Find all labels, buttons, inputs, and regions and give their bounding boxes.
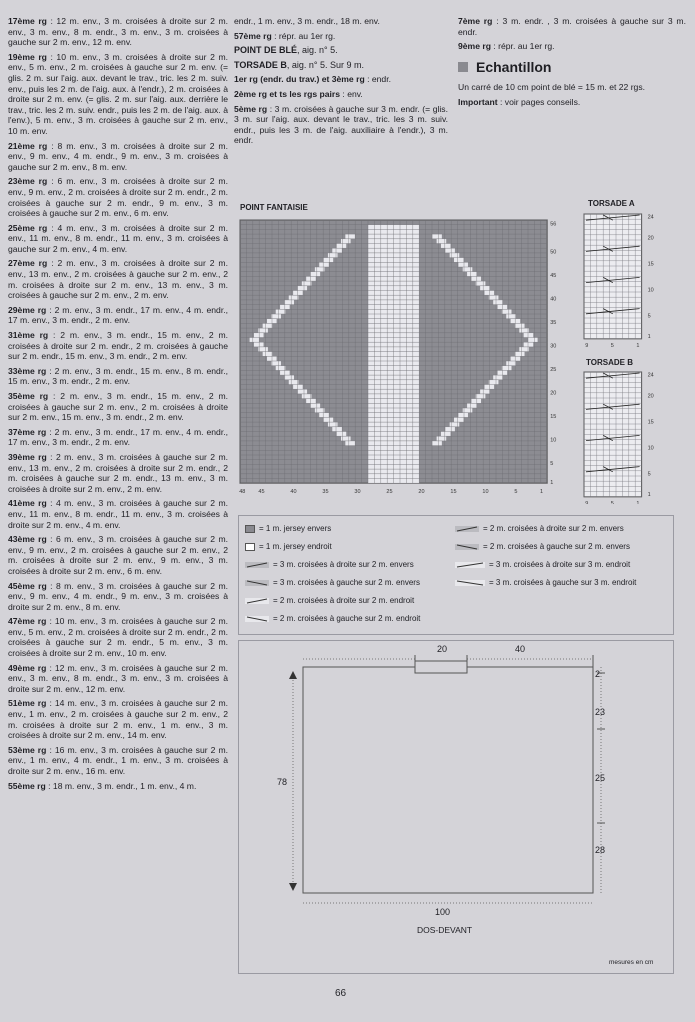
row-instruction: 19ème rg : 10 m. env., 3 m. croisées à droite sur 2 m. env., 5 m. env., 2 m. croisées à gauche sur 2 m. env. (= glis. 2 m. sur l'aig. aux. devant le trav., tric. les 2 m. suiv. env., puis les 2 m. de l'aig. aux. à l'endr.), 2 m. croisées à droite sur 2 m. env. (= glis. 2 m. sur l'aig. aux. derrière le trav., tric. les 2 m. suiv. endr., puis les 2 m. de l'aig. aux. à l'env.), 5 m. env., 3 m. croisées à gauche sur 2 m. env., 10 m. env. [8,51,228,136]
cross-right-icon [245,597,269,605]
light-cell [345,234,355,239]
light-cell [319,413,329,418]
cross-left-icon [245,615,269,623]
echantillon-text: Un carré de 10 cm point de blé = 15 m. et 22 rgs. [458,82,646,93]
light-cell [337,432,347,437]
row-instruction: 27ème rg : 2 m. env., 3 m. croisées à droite sur 2 m. env., 13 m. env., 2 m. croisées à gauche sur 2 m. env., 2 m. croisées à droite sur 2 m. env., 13 m. env., 3 m. croisées à gauche sur 2 m. env., 2 m. env. [8,258,228,301]
arrow-up-icon [289,671,297,679]
pf-col-tick: 20 [418,489,425,496]
pf-row-tick: 50 [550,249,557,256]
row-tick: 15 [647,261,654,268]
light-cell [471,276,481,281]
pf-col-tick: 25 [386,489,393,496]
col-tick: 9 [585,500,589,504]
row-instruction: 45ème rg : 8 m. env., 3 m. croisées à gauche sur 2 m. env., 9 m. env., 4 m. endr., 9 m. env., 3 m. croisées à droite sur 2 m. env., 8 m. env. [8,580,228,612]
torsade-row-9: 9ème rg : répr. au 1er rg. [458,41,555,52]
page-number: 66 [335,988,347,999]
pf-row-tick: 25 [550,367,557,374]
row-instruction: 25ème rg : 4 m. env., 3 m. croisées à droite sur 2 m. env., 11 m. env., 8 m. endr., 11 m. env., 3 m. croisées à gauche sur 2 m. env., 4 m. env. [8,222,228,254]
pf-col-tick: 48 [239,489,246,496]
light-cell [467,403,477,408]
cross-right-icon [455,525,479,533]
light-cell [524,333,534,338]
instructions-column-1 [8,16,228,795]
row-instruction: 33ème rg : 2 m. env., 3 m. endr., 15 m. env., 8 m. endr., 15 m. env., 3 m. endr., 2 m. env. [8,365,228,387]
legend-3-left-envers: = 3 m. croisées à gauche sur 2 m. envers [245,578,420,587]
instructions-column-2 [234,16,448,150]
legend-jersey-envers: = 1 m. jersey envers [245,524,331,533]
light-cell [297,286,307,291]
light-cell [432,441,442,446]
col-tick: 9 [585,342,589,349]
pf-row-tick: 1 [550,479,554,486]
light-cell [458,413,468,418]
pf-row-tick: 45 [550,273,557,280]
legend-jersey-endroit: = 1 m. jersey endroit [245,542,332,551]
light-cell [293,291,303,296]
light-cell [454,258,464,263]
row-55-continuation: endr., 1 m. env., 3 m. endr., 18 m. env. [234,16,380,26]
row-tick: 5 [647,313,651,320]
row-57: 57ème rg : répr. au 1er rg. [234,30,336,41]
light-cell [489,295,499,300]
legend-2-left-envers: = 2 m. croisées à gauche sur 2 m. envers [455,542,630,551]
light-cell [484,385,494,390]
pf-col-tick: 5 [514,489,518,496]
light-cell [284,300,294,305]
light-cell [467,272,477,277]
light-cell [311,272,321,277]
dim-width-100: 100 [435,907,451,917]
pf-col-tick: 15 [450,489,457,496]
light-cell [480,286,490,291]
light-cell [445,427,455,432]
light-cell [458,262,468,267]
row-instruction: 41ème rg : 4 m. env., 3 m. croisées à gauche sur 2 m. env., 11 m. env., 8 m. endr., 11 m. env., 3 m. croisées à droite sur 2 m. env., 4 m. env. [8,498,228,530]
point-fantaisie-title: POINT FANTAISIE [240,203,308,212]
schema-units: mesures en cm [609,959,654,966]
light-cell [293,385,303,390]
light-cell [502,366,512,371]
light-cell [515,323,525,328]
light-cell [345,441,355,446]
light-cell [515,352,525,357]
filled-square-icon [245,525,255,533]
light-cell [250,338,260,343]
point-ble-heading: POINT DE BLÉ, aig. n° 5. [234,45,338,56]
light-cell [476,394,486,399]
row-instruction: 29ème rg : 2 m. env., 3 m. endr., 17 m. env., 4 m. endr., 17 m. env., 3 m. endr., 2 m. env. [8,304,228,326]
pf-row-tick: 20 [550,390,557,397]
cross-right-icon [455,561,485,569]
light-cell [337,244,347,249]
col-tick: 1 [636,342,640,349]
pf-row-tick: 15 [550,414,557,421]
light-cell [311,403,321,408]
row-instruction: 49ème rg : 12 m. env., 3 m. croisées à gauche sur 2 m. env., 3 m. env., 8 m. endr., 3 m. env., 3 m. croisées à droite sur 2 m. env., 12 m. env. [8,662,228,694]
light-cell [297,389,307,394]
light-cell [454,417,464,422]
pf-col-tick: 45 [258,489,265,496]
light-cell [332,427,342,432]
pf-row-tick: 40 [550,296,557,303]
light-cell [263,323,273,328]
cross-right-icon [245,561,269,569]
light-cell [302,281,312,286]
dim-height-78: 78 [277,777,288,787]
light-cell [306,276,316,281]
schema-drawing [239,641,673,973]
light-cell [524,342,534,347]
light-cell [476,281,486,286]
torsade-b-heading: TORSADE B, aig. n° 5. Sur 9 m. [234,59,364,70]
row-instruction: 43ème rg : 6 m. env., 3 m. croisées à gauche sur 2 m. env., 9 m. env., 2 m. croisées à gauche sur 2 m. env., 2 m. croisées à droite sur 2 m. env., 9 m. env., 3 m. croisées à droite sur 2 m. env., 6 m. env. [8,534,228,576]
light-cell [302,394,312,399]
garment-schema [238,640,674,974]
legend-2-right-endroit: = 2 m. croisées à droite sur 2 m. endroit [245,596,414,605]
col-tick: 5 [610,342,614,349]
light-cell [324,417,334,422]
pf-row-tick: 30 [550,343,557,350]
light-cell [276,366,286,371]
row-tick: 24 [647,214,654,221]
pf-col-tick: 1 [540,489,544,496]
torsade-a-chart [582,210,672,352]
col-tick: 5 [610,500,614,504]
row-tick: 24 [647,372,654,379]
light-cell [432,234,442,239]
dim-25: 25 [595,773,606,783]
cross-left-icon [455,543,479,551]
row-instruction: 53ème rg : 16 m. env., 3 m. croisées à gauche sur 2 m. env., 1 m. env., 4 m. endr., 1 m. env., 3 m. croisées à droite sur 2 m. env., 16 m. env. [8,744,228,776]
light-cell [263,352,273,357]
row-instruction: 39ème rg : 2 m. env., 3 m. croisées à gauche sur 2 m. env., 13 m. env., 2 m. croisées à droite sur 2 m. endr., 2 m. croisées à gauche sur 2 m. endr., 13 m. env., 3 m. croisées à droite sur 2 m. env., 2 m. env. [8,451,228,494]
light-cell [493,300,503,305]
row-tick: 1 [647,492,651,499]
light-cell [445,248,455,253]
dim-2: 2 [595,669,601,679]
light-cell [319,262,329,267]
empty-square-icon [245,543,255,551]
square-bullet-icon [458,62,468,72]
torsade-b-chart [582,368,672,504]
legend-3-left-endroit: = 3 m. croisées à gauche sur 3 m. endroit [455,578,636,587]
light-cell [489,380,499,385]
light-cell [506,314,516,319]
legend-2-right-envers: = 2 m. croisées à droite sur 2 m. envers [455,524,624,533]
torsade-row-7: 7ème rg : 3 m. endr. , 3 m. croisées à gauche sur 3 m. endr. [458,16,686,37]
row-tick: 20 [647,235,654,242]
light-cell [332,248,342,253]
row-tick: 15 [647,419,654,426]
row-instruction: 47ème rg : 10 m. env., 3 m. croisées à gauche sur 2 m. env., 5 m. env., 2 m. croisées à droite sur 2 m. endr., 2 m. croisées à gauche sur 2 m. endr., 5 m. env., 3 m. croisées à droite sur 2 m. env., 10 m. env. [8,616,228,659]
light-cell [306,399,316,404]
row-tick: 5 [647,471,651,478]
col-tick: 1 [636,500,640,504]
light-cell [506,361,516,366]
light-cell [493,375,503,380]
row-instruction: 23ème rg : 6 m. env., 3 m. croisées à droite sur 2 m. env., 9 m. env., 2 m. croisées à droite sur 2 m. endr., 2 m. croisées à gauche sur 2 m. endr., 9 m. env., 3 m. croisées à gauche sur 2 m. env., 6 m. env. [8,176,228,219]
pf-col-tick: 30 [354,489,361,496]
torsade-b-title: TORSADE B [586,358,633,367]
light-cell [271,361,281,366]
row-instruction: 31ème rg : 2 m. env., 3 m. endr., 15 m. env., 2 m. croisées à droite sur 2 m. endr., 2 m. croisées à gauche sur 2 m. endr., 15 m. env., 3 m. endr., 2 m. env. [8,330,229,362]
important-note: Important : voir pages conseils. [458,96,581,107]
dim-shoulder-40: 40 [515,644,526,654]
torsade-row-5: 5ème rg : 3 m. croisées à gauche sur 3 m. endr. (= glis. 3 m. sur l'aig. aux. devant le trav., tric. les 3 m. suiv. endr., puis les 3 m. de l'aig. auxiliaire à l'endr.), 3 m. endr. [234,103,448,146]
legend-3-right-envers: = 3 m. croisées à droite sur 2 m. envers [245,560,414,569]
schema-name: DOS-DEVANT [417,925,473,935]
dim-23: 23 [595,707,606,717]
row-tick: 20 [647,393,654,400]
torsade-a-title: TORSADE A [588,199,635,208]
light-cell [484,291,494,296]
row-instruction: 21ème rg : 8 m. env., 3 m. croisées à droite sur 2 m. env., 9 m. env., 4 m. endr., 9 m. env., 3 m. croisées à gauche sur 2 m. env., 8 m. env. [8,140,228,172]
pf-row-tick: 5 [550,461,554,468]
light-cell [284,375,294,380]
light-cell [276,309,286,314]
light-cell [289,380,299,385]
light-cell [254,333,264,338]
light-cell [441,244,451,249]
row-instruction: 17ème rg : 12 m. env., 3 m. croisées à droite sur 2 m. env., 3 m. env., 8 m. endr., 3 m. env., 3 m. croisées à gauche sur 2 m. env., 12 m. env. [8,16,228,48]
light-cell [289,295,299,300]
row-instruction: 55ème rg : 18 m. env., 3 m. endr., 1 m. env., 4 m. [8,780,197,791]
light-cell [471,399,481,404]
point-fantaisie-chart [236,214,580,504]
light-cell [258,347,268,352]
light-cell [254,342,264,347]
light-cell [258,328,268,333]
cross-left-icon [245,579,269,587]
instructions-column-3 [458,16,686,112]
light-cell [528,338,538,343]
legend-2-left-endroit: = 2 m. croisées à gauche sur 2 m. endroit [245,614,420,623]
arrow-down-icon [289,883,297,891]
row-instruction: 35ème rg : 2 m. env., 3 m. endr., 15 m. env., 2 m. croisées à gauche sur 2 m. env., 2 m. croisées à droite sur 2 m. env., 15 m. env., 3 m. endr., 2 m. env. [8,391,229,423]
light-cell [271,314,281,319]
pf-row-tick: 10 [550,437,557,444]
light-cell [480,389,490,394]
row-instruction: 37ème rg : 2 m. env., 3 m. endr., 17 m. env., 4 m. endr., 17 m. env., 3 m. endr., 2 m. env. [8,426,228,448]
pf-col-tick: 35 [322,489,329,496]
pf-col-tick: 10 [482,489,489,496]
pf-row-tick: 56 [550,221,557,228]
light-cell [502,309,512,314]
torsade-row-1-3: 1er rg (endr. du trav.) et 3ème rg : endr. [234,74,391,85]
row-tick: 10 [647,445,654,452]
row-tick: 10 [647,287,654,294]
light-cell [441,432,451,437]
cross-left-icon [455,579,485,587]
light-cell [519,347,529,352]
legend-box [238,515,674,635]
dim-neck-20: 20 [437,644,448,654]
row-instruction: 51ème rg : 14 m. env., 3 m. croisées à gauche sur 2 m. env., 1 m. env., 2 m. croisées à gauche sur 2 m. env., 2 m. croisées à droite sur 2 m. env., 1 m. env., 3 m. croisées à droite sur 2 m. env., 14 m. env. [8,698,228,741]
echantillon-heading: Echantillon [458,62,686,73]
dim-28: 28 [595,845,606,855]
light-cell [519,328,529,333]
pf-row-tick: 35 [550,320,557,327]
legend-3-right-endroit: = 3 m. croisées à droite sur 3 m. endroit [455,560,630,569]
pf-col-tick: 40 [290,489,297,496]
light-cell [324,258,334,263]
row-tick: 1 [647,334,651,341]
torsade-row-even: 2ème rg et ts les rgs pairs : env. [234,88,363,99]
